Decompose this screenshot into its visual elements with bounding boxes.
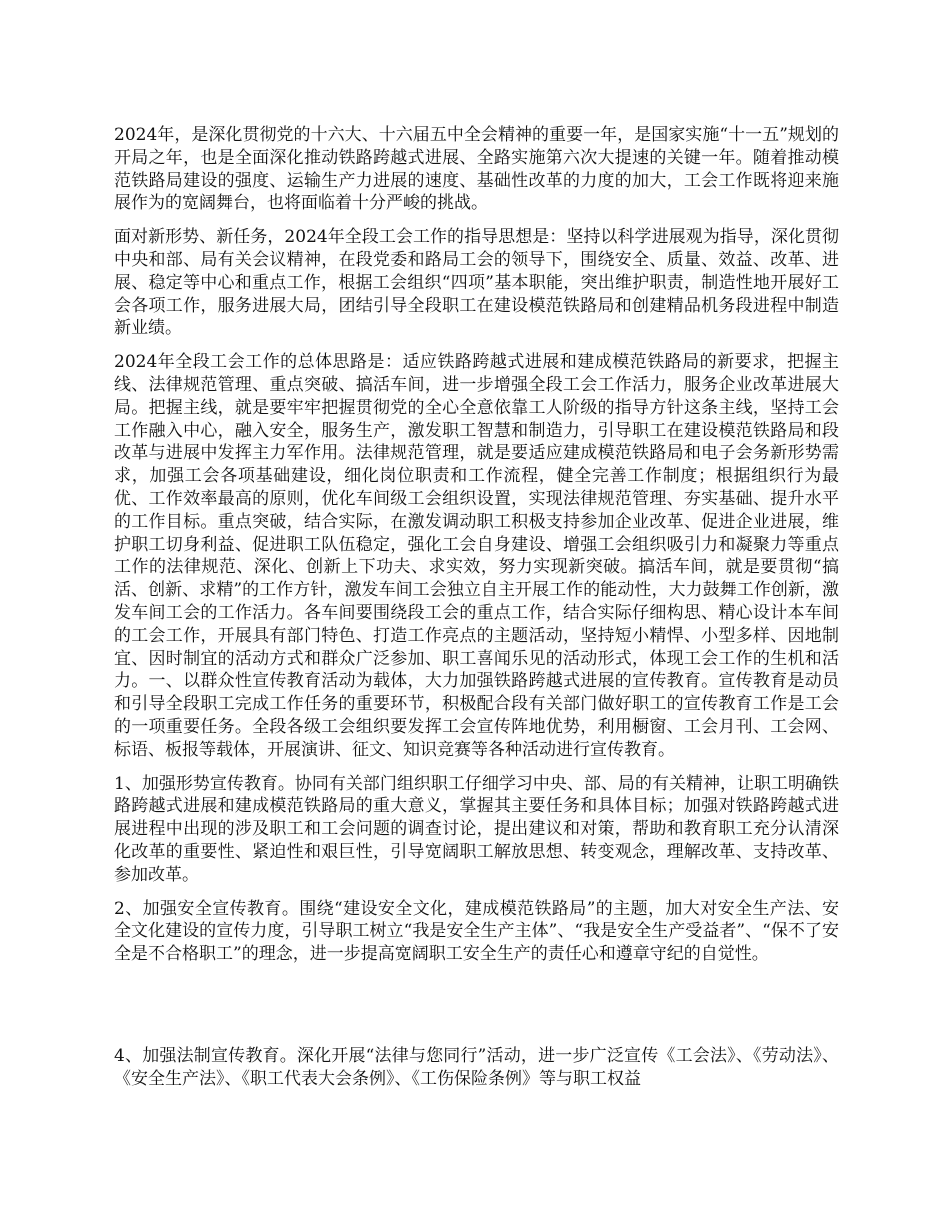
paragraph-overall-approach: 2024年全段工会工作的总体思路是：适应铁路跨越式进展和建成模范铁路局的新要求，把握主线、法律规范管理、重点突破、搞活车间，进一步增强全段工会工作活力，服务企业改革进展大局。把握主线，就是要牢牢把握贯彻党的全心全意依靠工人阶级的指导方针这条主线，坚持工会工作融入中心，融入安全，服务生产，激发职工智慧和制造力，引导职工在建设模范铁路局和段改革与进展中发挥主力军作用。法律规范管理，就是要适应建成模范铁路局和电子会务新形势需求，加强工会各项基础建设，细化岗位职责和工作流程，健全完善工作制度；根据组织行为最优、工作效率最高的原则，优化车间级工会组织设置，实现法律规范管理、夯实基础、提升水平的工作目标。重点突破，结合实际，在激发调动职工积极支持参加企业改革、促进企业进展，维护职工切身利益、促进职工队伍稳定，强化工会自身建设、增强工会组织吸引力和凝聚力等重点工作的法律规范、深化、创新上下功夫、求实效，努力实现新突破。搞活车间，就是要贯彻“搞活、创新、求精”的工作方针，激发车间工会独立自主开展工作的能动性，大力鼓舞工作创新，激发车间工会的工作活力。各车间要围绕段工会的重点工作，结合实际仔细构思、精心设计本车间的工会工作，开展具有部门特色、打造工作亮点的主题活动，坚持短小精悍、小型多样、因地制宜、因时制宜的活动方式和群众广泛参加、职工喜闻乐见的活动形式，体现工会工作的生机和活力。一、以群众性宣传教育活动为载体，大力加强铁路跨越式进展的宣传教育。宣传教育是动员和引导全段职工完成工作任务的重要环节，积极配合段有关部门做好职工的宣传教育工作是工会的一项重要任务。全段各级工会组织要发挥工会宣传阵地优势，利用橱窗、工会月刊、工会网、标语、板报等载体，开展演讲、征文、知识竞赛等各种活动进行宣传教育。	[114, 352, 839, 760]
paragraph-item-4: 4、加强法制宣传教育。深化开展“法律与您同行”活动，进一步广泛宣传《工会法》、《劳动法》、《安全生产法》、《职工代表大会条例》、《工伤保险条例》等与职工权益	[114, 1045, 839, 1089]
paragraph-guiding-ideology: 面对新形势、新任务，2024年全段工会工作的指导思想是：坚持以科学进展观为指导，深化贯彻中央和部、局有关会议精神，在段党委和路局工会的领导下，围绕安全、质量、效益、改革、进展、稳定等中心和重点工作，根据工会组织“四项”基本职能，突出维护职责，制造性地开展好工会各项工作，服务进展大局，团结引导全段职工在建设模范铁路局和创建精品机务段进程中制造新业绩。	[114, 227, 839, 339]
document-body	[114, 124, 839, 1101]
paragraph-item-1: 1、加强形势宣传教育。协同有关部门组织职工仔细学习中央、部、局的有关精神，让职工明确铁路跨越式进展和建成模范铁路局的重大意义，掌握其主要任务和具体目标；加强对铁路跨越式进展进程中出现的涉及职工和工会问题的调查讨论，提出建议和对策，帮助和教育职工充分认清深化改革的重要性、紧迫性和艰巨性，引导宽阔职工解放思想、转变观念，理解改革、支持改革、参加改革。	[114, 773, 839, 885]
paragraph-intro: 2024年，是深化贯彻党的十六大、十六届五中全会精神的重要一年，是国家实施“十一五”规划的开局之年，也是全面深化推动铁路跨越式进展、全路实施第六次大提速的关键一年。随着推动模范铁路局建设的强度、运输生产力进展的速度、基础性改革的力度的加大，工会工作既将迎来施展作为的宽阔舞台，也将面临着十分严峻的挑战。	[114, 125, 839, 214]
blank-gap	[114, 977, 839, 1045]
paragraph-item-2: 2、加强安全宣传教育。围绕“建设安全文化，建成模范铁路局”的主题，加大对安全生产法、安全文化建设的宣传力度，引导职工树立“我是安全生产主体”、“我是安全生产受益者”、“保不了安全是不合格职工”的理念，进一步提高宽阔职工安全生产的责任心和遵章守纪的自觉性。	[114, 898, 839, 965]
